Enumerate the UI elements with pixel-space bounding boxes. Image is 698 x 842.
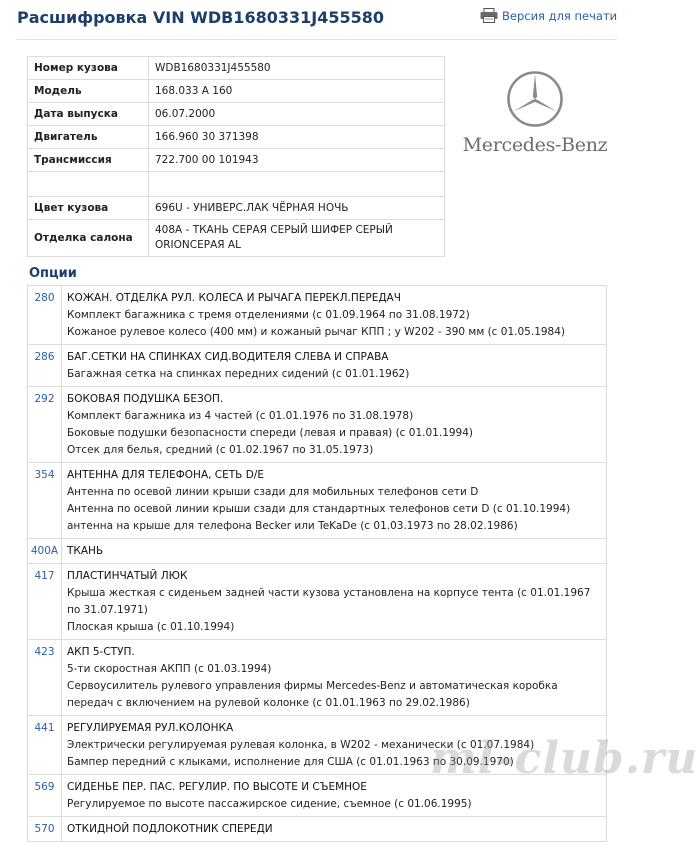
option-name: БАГ.СЕТКИ НА СПИНКАХ СИД.ВОДИТЕЛЯ СЛЕВА И СПРАВА — [67, 351, 389, 363]
option-code-link[interactable]: 569 — [28, 775, 62, 817]
option-row — [28, 387, 607, 463]
brand-name: Mercedes-Benz — [462, 134, 608, 156]
option-row — [28, 640, 607, 716]
info-label: Дата выпуска — [28, 103, 149, 126]
option-name: АКП 5-СТУП. — [67, 646, 135, 658]
brand-logo — [455, 70, 615, 156]
option-name: ОТКИДНОЙ ПОДЛОКОТНИК СПЕРЕДИ — [67, 823, 273, 835]
option-detail: Антенна по осевой линии крыши сзади для мобильных телефонов сети D — [67, 486, 479, 498]
option-code-link[interactable]: 280 — [28, 286, 62, 345]
info-value: WDB1680331J455580 — [149, 57, 445, 80]
option-code-link[interactable]: 570 — [28, 817, 62, 842]
option-detail: Электрически регулируемая рулевая колонка, в W202 - механически (с 01.07.1984) — [67, 739, 535, 751]
option-name: ПЛАСТИНЧАТЫЙ ЛЮК — [67, 570, 188, 582]
option-description — [62, 539, 607, 564]
option-description — [62, 345, 607, 387]
print-version-link[interactable] — [480, 8, 617, 23]
option-row — [28, 286, 607, 345]
option-detail: Комплект багажника из 4 частей (с 01.01.1976 по 31.08.1978) — [67, 410, 414, 422]
option-name: АНТЕННА ДЛЯ ТЕЛЕФОНА, СЕТЬ D/E — [67, 469, 264, 481]
info-value — [149, 172, 445, 197]
option-detail: Отсек для белья, средний (с 01.02.1967 по 31.05.1973) — [67, 444, 374, 456]
option-name: СИДЕНЬЕ ПЕР. ПАС. РЕГУЛИР. ПО ВЫСОТЕ И СЪЕМНОЕ — [67, 781, 367, 793]
info-row — [28, 197, 445, 220]
info-value: 722.700 00 101943 — [149, 149, 445, 172]
option-detail: Сервоусилитель рулевого управления фирмы Mercedes-Benz и автоматическая коробка передач с включением на рулевой колонке (с 01.01.1963 по 29.02.1986) — [67, 680, 558, 709]
info-row — [28, 149, 445, 172]
option-detail: 5-ти скоростная АКПП (с 01.03.1994) — [67, 663, 272, 675]
option-row — [28, 564, 607, 640]
option-detail: антенна на крыше для телефона Becker или TeKaDe (с 01.03.1973 по 28.02.1986) — [67, 520, 518, 532]
site-watermark: ml-club.ru — [430, 733, 698, 784]
option-description — [62, 463, 607, 539]
option-description — [62, 286, 607, 345]
info-label — [28, 172, 149, 197]
option-name: РЕГУЛИРУЕМАЯ РУЛ.КОЛОНКА — [67, 722, 234, 734]
option-detail: Крыша жесткая с сиденьем задней части кузова установлена на корпусе тента (с 01.01.1967 по 31.07.1971) — [67, 587, 591, 616]
info-value: 696U - УНИВЕРС.ЛАК ЧЁРНАЯ НОЧЬ — [149, 197, 445, 220]
info-value: 168.033 A 160 — [149, 80, 445, 103]
option-code-link[interactable]: 417 — [28, 564, 62, 640]
option-name: ТКАНЬ — [67, 545, 104, 557]
option-row — [28, 817, 607, 842]
option-detail: Багажная сетка на спинках передних сидений (с 01.01.1962) — [67, 368, 410, 380]
option-description — [62, 817, 607, 842]
info-label: Номер кузова — [28, 57, 149, 80]
info-label: Отделка салона — [28, 220, 149, 257]
option-name: БОКОВАЯ ПОДУШКА БЕЗОП. — [67, 393, 224, 405]
option-detail: Бампер передний с клыками, исполнение для США (с 01.01.1963 по 30.09.1970) — [67, 756, 514, 768]
option-code-link[interactable]: 292 — [28, 387, 62, 463]
header-divider — [17, 39, 617, 40]
option-detail: Регулируемое по высоте пассажирское сидение, съемное (с 01.06.1995) — [67, 798, 472, 810]
info-row — [28, 172, 445, 197]
info-row — [28, 220, 445, 257]
option-detail: Комплект багажника с тремя отделениями (с 01.09.1964 по 31.08.1972) — [67, 309, 470, 321]
option-row — [28, 463, 607, 539]
option-detail: Антенна по осевой линии крыши сзади для стандартных телефонов сети D (с 01.10.1994) — [67, 503, 571, 515]
info-row — [28, 126, 445, 149]
option-code-link[interactable]: 441 — [28, 716, 62, 775]
info-row — [28, 57, 445, 80]
option-detail: Плоская крыша (с 01.10.1994) — [67, 621, 235, 633]
option-code-link[interactable]: 286 — [28, 345, 62, 387]
info-label: Модель — [28, 80, 149, 103]
option-detail: Боковые подушки безопасности спереди (левая и правая) (с 01.01.1994) — [67, 427, 474, 439]
option-row — [28, 539, 607, 564]
option-name: КОЖАН. ОТДЕЛКА РУЛ. КОЛЕСА И РЫЧАГА ПЕРЕКЛ.ПЕРЕДАЧ — [67, 292, 401, 304]
option-description — [62, 640, 607, 716]
info-label: Трансмиссия — [28, 149, 149, 172]
info-row — [28, 80, 445, 103]
info-value: 166.960 30 371398 — [149, 126, 445, 149]
print-version-label[interactable]: Версия для печати — [502, 8, 618, 23]
vehicle-info-table — [27, 56, 445, 257]
option-row — [28, 345, 607, 387]
page-title: Расшифровка VIN WDB1680331J455580 — [17, 8, 384, 27]
info-label: Цвет кузова — [28, 197, 149, 220]
option-code-link[interactable]: 423 — [28, 640, 62, 716]
option-code-link[interactable]: 354 — [28, 463, 62, 539]
option-description — [62, 564, 607, 640]
options-heading: Опции — [29, 266, 77, 281]
printer-icon — [480, 8, 498, 23]
mercedes-star-icon — [506, 70, 564, 128]
info-row — [28, 103, 445, 126]
option-description — [62, 387, 607, 463]
info-value: 408A - ТКАНЬ СЕРАЯ СЕРЫЙ ШИФЕР СЕРЫЙ ORIONСЕРАЯ AL — [149, 220, 445, 257]
info-label: Двигатель — [28, 126, 149, 149]
option-detail: Кожаное рулевое колесо (400 мм) и кожаный рычаг КПП ; у W202 - 390 мм (с 01.05.1984) — [67, 326, 566, 338]
info-value: 06.07.2000 — [149, 103, 445, 126]
option-code-link[interactable]: 400A — [28, 539, 62, 564]
